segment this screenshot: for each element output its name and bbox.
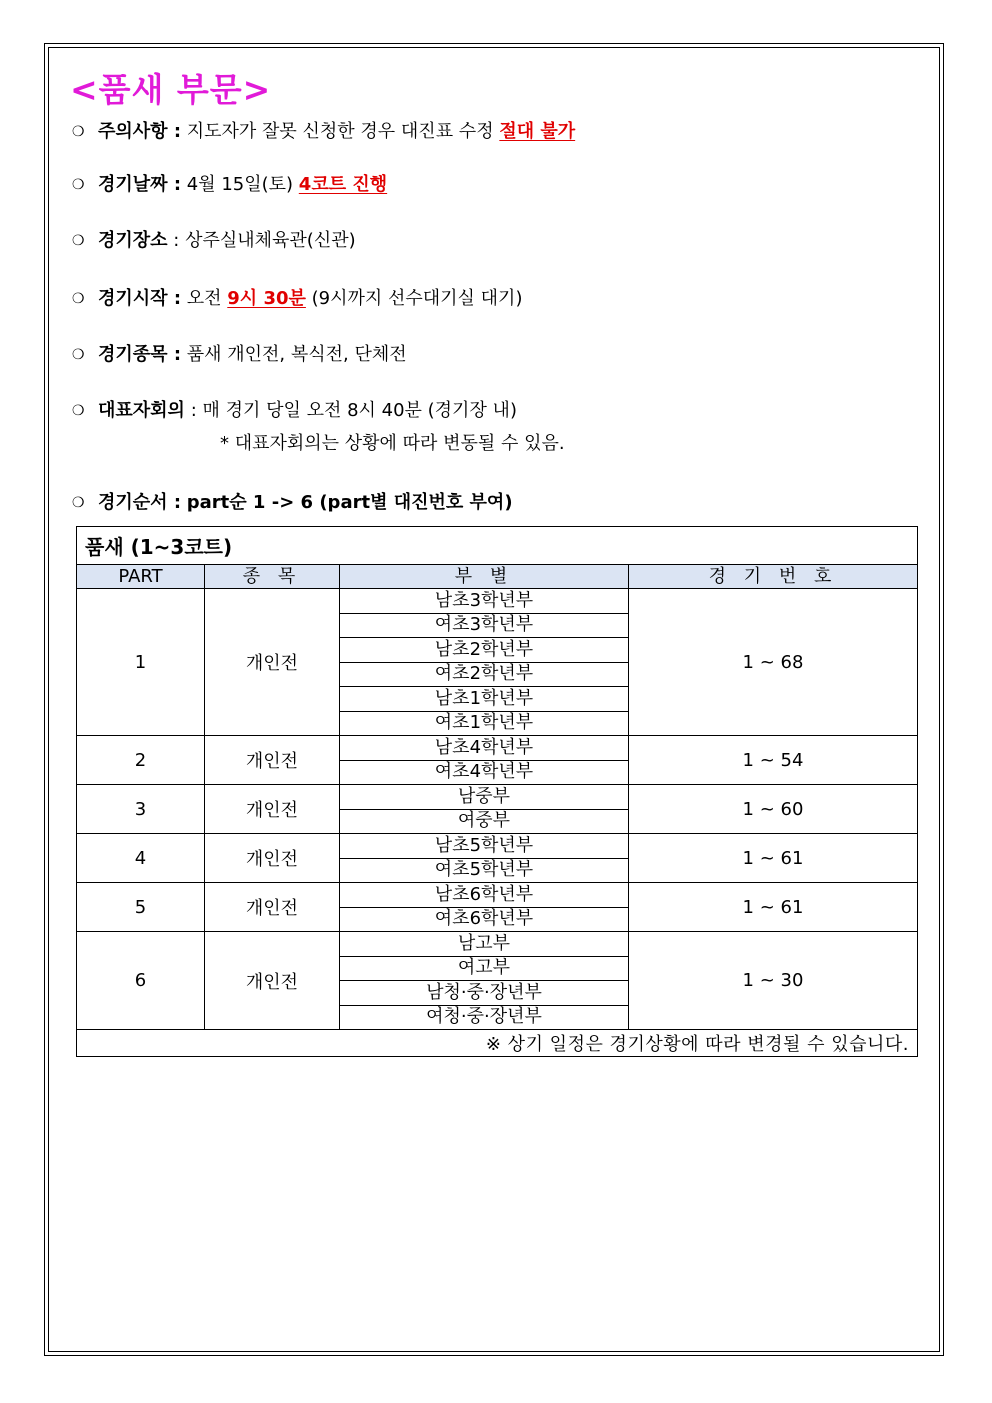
bullet-icon: ❍ (72, 233, 85, 249)
bullet-icon: ❍ (72, 124, 85, 140)
part-cell: 2 (77, 736, 205, 785)
match-range-cell: 1 ~ 61 (629, 834, 918, 883)
start-after: (9시까지 선수대기실 대기) (311, 288, 523, 309)
start-text: 오전 (186, 288, 222, 309)
table-row (77, 785, 918, 810)
header-division: 부 별 (340, 565, 629, 589)
order-label: 경기순서 : (98, 492, 182, 513)
part-cell: 3 (77, 785, 205, 834)
part-cell: 5 (77, 883, 205, 932)
match-range-cell: 1 ~ 60 (629, 785, 918, 834)
division-cell: 남초2학년부 (340, 638, 629, 663)
bullet-icon: ❍ (72, 177, 85, 193)
division-cell: 여초5학년부 (340, 858, 629, 883)
part-cell: 4 (77, 834, 205, 883)
order-line (72, 491, 513, 515)
division-cell: 여초3학년부 (340, 613, 629, 638)
notice-label: 주의사항 : (98, 121, 182, 142)
meeting-text: : 매 경기 당일 오전 8시 40분 (경기장 내) (190, 400, 517, 421)
event-cell: 개인전 (205, 736, 340, 785)
bullet-icon: ❍ (72, 291, 85, 307)
venue-text: : 상주실내체육관(신관) (173, 230, 356, 251)
division-cell: 남초5학년부 (340, 834, 629, 859)
table-row (77, 589, 918, 614)
division-cell: 여초2학년부 (340, 662, 629, 687)
start-emphasis: 9시 30분 (227, 288, 306, 309)
event-cell: 개인전 (205, 834, 340, 883)
start-line (72, 287, 522, 311)
division-cell: 남중부 (340, 785, 629, 810)
event-cell: 개인전 (205, 589, 340, 736)
table-row (77, 834, 918, 859)
venue-line (72, 229, 356, 253)
bullet-icon: ❍ (72, 347, 85, 363)
division-cell: 남초4학년부 (340, 736, 629, 761)
event-cell: 개인전 (205, 785, 340, 834)
bullet-icon: ❍ (72, 495, 85, 511)
division-cell: 남초6학년부 (340, 883, 629, 908)
part-cell: 1 (77, 589, 205, 736)
division-cell: 여초1학년부 (340, 711, 629, 736)
date-emphasis: 4코트 진행 (298, 174, 388, 195)
division-cell: 남고부 (340, 932, 629, 957)
date-line (72, 173, 387, 197)
table-caption: 품새 (1~3코트) (77, 527, 918, 565)
division-cell: 남초1학년부 (340, 687, 629, 712)
start-label: 경기시작 : (98, 288, 182, 309)
match-range-cell: 1 ~ 68 (629, 589, 918, 736)
notice-line (72, 120, 575, 144)
date-text: 4월 15일(토) (186, 174, 294, 195)
match-range-cell: 1 ~ 30 (629, 932, 918, 1030)
meeting-label: 대표자회의 (98, 400, 185, 421)
section-title: <품새 부문> (70, 70, 272, 109)
events-text: 품새 개인전, 복식전, 단체전 (186, 344, 407, 365)
meeting-line (72, 399, 517, 423)
match-range-cell: 1 ~ 61 (629, 883, 918, 932)
notice-emphasis: 절대 불가 (499, 121, 576, 142)
division-cell: 남초3학년부 (340, 589, 629, 614)
match-range-cell: 1 ~ 54 (629, 736, 918, 785)
part-cell: 6 (77, 932, 205, 1030)
header-event: 종 목 (205, 565, 340, 589)
order-text: part순 1 -> 6 (part별 대진번호 부여) (186, 492, 513, 513)
date-label: 경기날짜 : (98, 174, 182, 195)
header-match-number: 경 기 번 호 (629, 565, 918, 589)
header-part: PART (77, 565, 205, 589)
division-cell: 여중부 (340, 809, 629, 834)
events-label: 경기종목 : (98, 344, 182, 365)
table-row (77, 736, 918, 761)
division-cell: 여초4학년부 (340, 760, 629, 785)
table-footnote: ※ 상기 일정은 경기상황에 따라 변경될 수 있습니다. (77, 1030, 918, 1057)
table-row (77, 883, 918, 908)
meeting-note: * 대표자회의는 상황에 따라 변동될 수 있음. (220, 433, 565, 454)
venue-label: 경기장소 (98, 230, 168, 251)
notice-text: 지도자가 잘못 신청한 경우 대진표 수정 (186, 121, 494, 142)
schedule-table (76, 526, 918, 1057)
event-cell: 개인전 (205, 883, 340, 932)
event-cell: 개인전 (205, 932, 340, 1030)
division-cell: 여고부 (340, 956, 629, 981)
events-line (72, 343, 407, 367)
table-row (77, 932, 918, 957)
division-cell: 남청·중·장년부 (340, 981, 629, 1006)
division-cell: 여초6학년부 (340, 907, 629, 932)
bullet-icon: ❍ (72, 403, 85, 419)
division-cell: 여청·중·장년부 (340, 1005, 629, 1030)
